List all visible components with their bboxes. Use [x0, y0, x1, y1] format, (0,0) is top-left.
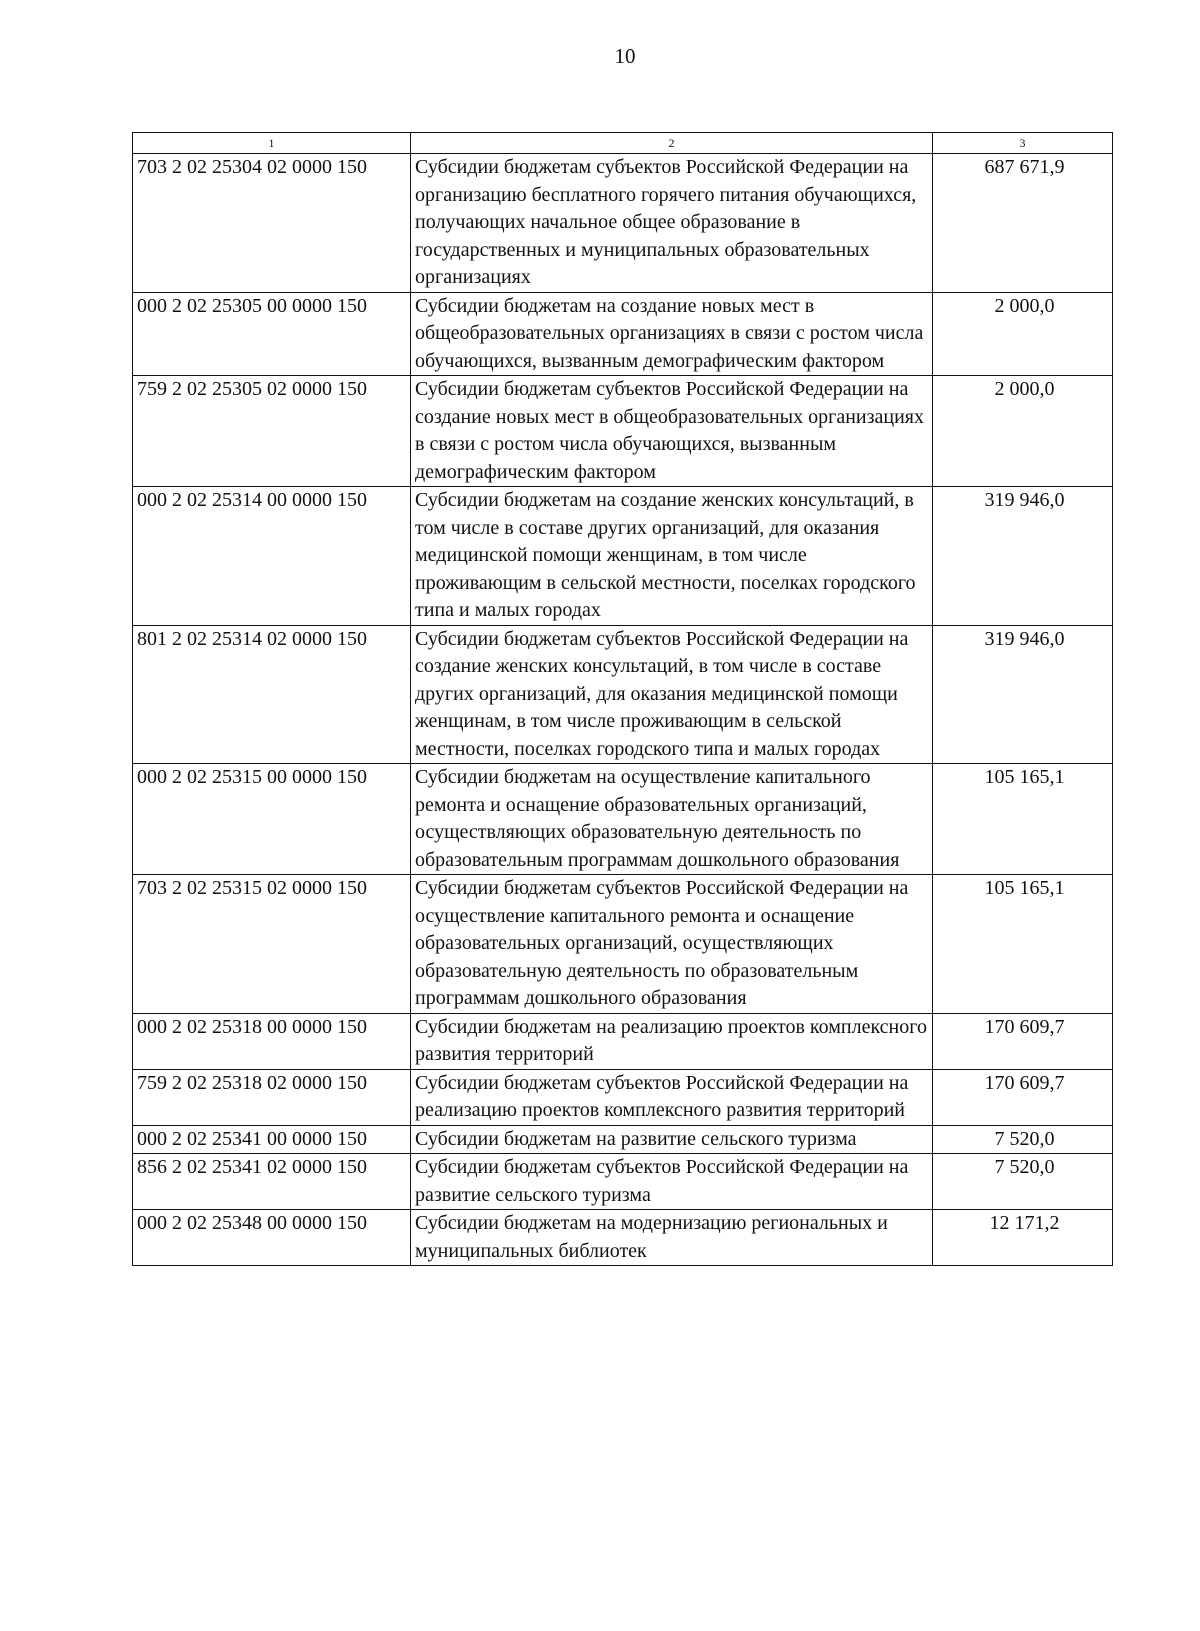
table-row: [133, 487, 1113, 626]
item-amount: 7 520,0: [933, 1154, 1113, 1210]
item-amount: 12 171,2: [933, 1210, 1113, 1266]
item-description: Субсидии бюджетам на осуществление капитального ремонта и оснащение образовательных организаций, осуществляющих образовательную деятельность по образовательным программам дошкольного образования: [411, 764, 933, 875]
item-description: Субсидии бюджетам субъектов Российской Федерации на развитие сельского туризма: [411, 1154, 933, 1210]
item-description: Субсидии бюджетам на создание женских консультаций, в том числе в составе других организаций, для оказания медицинской помощи женщинам, в том числе проживающим в сельской местности, поселках городского типа и малых городах: [411, 487, 933, 626]
budget-code: 759 2 02 25305 02 0000 150: [133, 376, 411, 487]
table-row: [133, 154, 1113, 293]
table-row: [133, 292, 1113, 376]
budget-code: 856 2 02 25341 02 0000 150: [133, 1154, 411, 1210]
table-header-row: [133, 133, 1113, 154]
item-amount: 687 671,9: [933, 154, 1113, 293]
item-amount: 319 946,0: [933, 625, 1113, 764]
table-row: [133, 376, 1113, 487]
item-amount: 2 000,0: [933, 376, 1113, 487]
item-description: Субсидии бюджетам субъектов Российской Федерации на создание новых мест в общеобразовательных организациях в связи с ростом числа обучающихся, вызванным демографическим фактором: [411, 376, 933, 487]
table-row: [133, 875, 1113, 1014]
item-amount: 7 520,0: [933, 1125, 1113, 1154]
budget-code: 000 2 02 25314 00 0000 150: [133, 487, 411, 626]
budget-code: 000 2 02 25315 00 0000 150: [133, 764, 411, 875]
table-row: [133, 625, 1113, 764]
item-description: Субсидии бюджетам на создание новых мест в общеобразовательных организациях в связи с ростом числа обучающихся, вызванным демографическим фактором: [411, 292, 933, 376]
item-description: Субсидии бюджетам субъектов Российской Федерации на создание женских консультаций, в том числе в составе других организаций, для оказания медицинской помощи женщинам, в том числе проживающим в сельской местности, поселках городского типа и малых городах: [411, 625, 933, 764]
item-description: Субсидии бюджетам субъектов Российской Федерации на организацию бесплатного горячего питания обучающихся, получающих начальное общее образование в государственных и муниципальных образовательных организациях: [411, 154, 933, 293]
budget-code: 759 2 02 25318 02 0000 150: [133, 1069, 411, 1125]
table-row: [133, 764, 1113, 875]
table-row: [133, 1013, 1113, 1069]
budget-code: 703 2 02 25304 02 0000 150: [133, 154, 411, 293]
column-header-code: 1: [133, 133, 411, 154]
item-description: Субсидии бюджетам на развитие сельского туризма: [411, 1125, 933, 1154]
item-description: Субсидии бюджетам субъектов Российской Федерации на реализацию проектов комплексного развития территорий: [411, 1069, 933, 1125]
table-row: [133, 1210, 1113, 1266]
table-row: [133, 1125, 1113, 1154]
item-description: Субсидии бюджетам на модернизацию региональных и муниципальных библиотек: [411, 1210, 933, 1266]
budget-code: 000 2 02 25305 00 0000 150: [133, 292, 411, 376]
budget-code: 000 2 02 25341 00 0000 150: [133, 1125, 411, 1154]
item-description: Субсидии бюджетам на реализацию проектов комплексного развития территорий: [411, 1013, 933, 1069]
table-row: [133, 1154, 1113, 1210]
item-amount: 105 165,1: [933, 875, 1113, 1014]
budget-code: 703 2 02 25315 02 0000 150: [133, 875, 411, 1014]
column-header-amount: 3: [933, 133, 1113, 154]
item-amount: 105 165,1: [933, 764, 1113, 875]
page-number: 10: [614, 44, 636, 68]
budget-code: 000 2 02 25318 00 0000 150: [133, 1013, 411, 1069]
table-row: [133, 1069, 1113, 1125]
budget-code: 801 2 02 25314 02 0000 150: [133, 625, 411, 764]
budget-revenue-table: [132, 132, 1113, 1266]
item-description: Субсидии бюджетам субъектов Российской Федерации на осуществление капитального ремонта и оснащение образовательных организаций, осуществляющих образовательную деятельность по образовательным программам дошкольного образования: [411, 875, 933, 1014]
item-amount: 170 609,7: [933, 1069, 1113, 1125]
budget-code: 000 2 02 25348 00 0000 150: [133, 1210, 411, 1266]
item-amount: 319 946,0: [933, 487, 1113, 626]
column-header-description: 2: [411, 133, 933, 154]
item-amount: 170 609,7: [933, 1013, 1113, 1069]
item-amount: 2 000,0: [933, 292, 1113, 376]
